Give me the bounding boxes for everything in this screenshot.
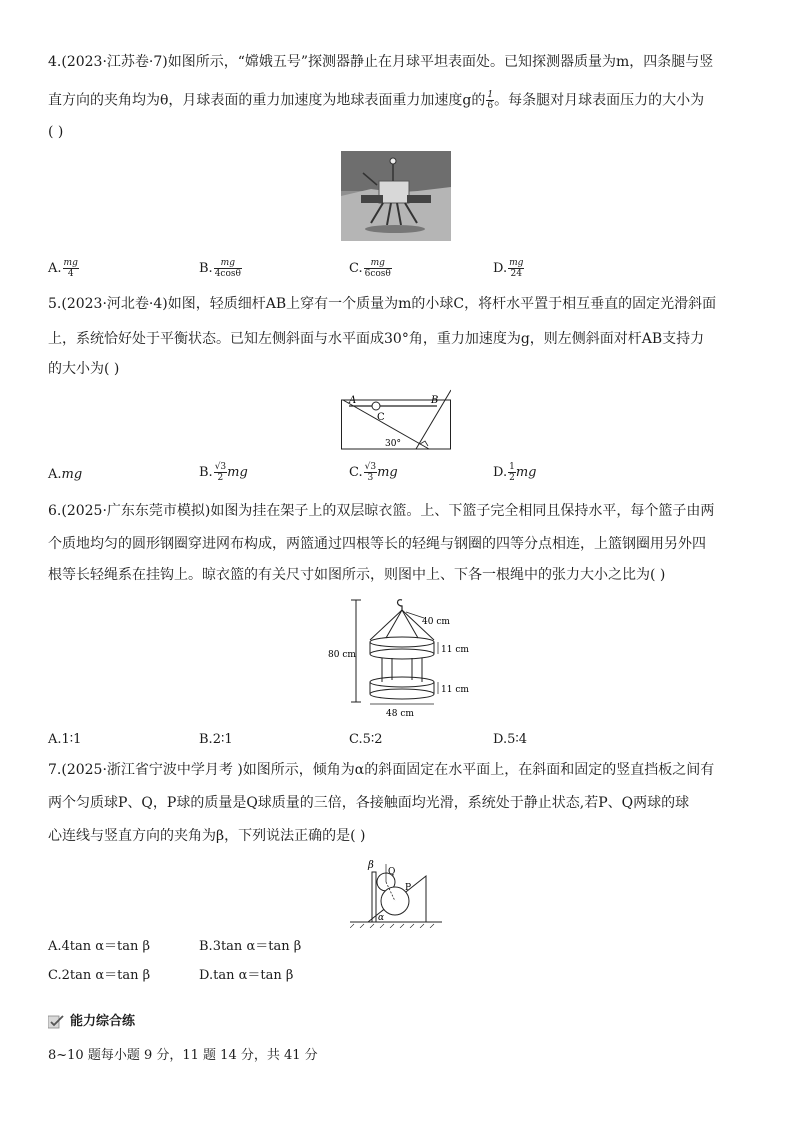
label-a: A xyxy=(349,395,357,406)
q4-option-d[interactable] xyxy=(493,258,524,279)
q4-frac-den: 6 xyxy=(487,101,494,111)
frac-num: √3 xyxy=(364,462,377,472)
q5-option-b[interactable] xyxy=(199,462,248,483)
q5-option-a[interactable] xyxy=(48,466,82,484)
incline-rod-diagram xyxy=(341,388,451,450)
q5-option-a-label: A. xyxy=(48,467,62,482)
q4-line3: ( ) xyxy=(48,124,64,140)
q4-line2 xyxy=(48,90,704,111)
frac-num: 1 xyxy=(509,462,515,472)
q5-option-c-frac xyxy=(364,462,377,483)
q7-line3: 心连线与竖直方向的夹角为β，下列说法正确的是( ) xyxy=(48,828,366,844)
q4-option-a-frac xyxy=(63,258,79,279)
q7-option-b[interactable] xyxy=(199,938,301,956)
q5-option-d[interactable] xyxy=(493,462,536,483)
label-p: P xyxy=(405,883,412,893)
q5-option-d-label: D. xyxy=(493,465,508,480)
q6-option-a-label: A. xyxy=(48,732,62,747)
q4-option-b-frac xyxy=(214,258,242,279)
label-48cm: 48 cm xyxy=(386,709,414,719)
q5-option-d-frac xyxy=(508,462,516,483)
q6-option-d[interactable] xyxy=(493,731,527,749)
q5-option-c-label: C. xyxy=(349,465,363,480)
q5-option-b-label: B. xyxy=(199,465,213,480)
label-alpha: α xyxy=(378,913,385,923)
q6-option-c[interactable] xyxy=(349,731,383,749)
q4-line2-tail: 。每条腿对月球表面压力的大小为 xyxy=(494,92,705,109)
frac-den: 2 xyxy=(217,473,224,483)
q4-option-b[interactable] xyxy=(199,258,242,279)
frac-den: 24 xyxy=(510,269,522,279)
label-q: Q xyxy=(388,867,396,877)
q7-option-c-label: C. xyxy=(48,968,62,983)
frac-num: mg xyxy=(214,258,242,269)
label-11cm-bottom: 11 cm xyxy=(441,685,469,695)
frac-den: 4cosθ xyxy=(214,269,241,279)
q5-option-c[interactable] xyxy=(349,462,398,483)
q7-option-d-text: tan α＝tan β xyxy=(213,968,294,983)
q6-option-a-text: 1∶1 xyxy=(61,732,82,747)
q7-option-c-text: 2tan α＝tan β xyxy=(61,968,151,983)
q6-line1: 6.(2025·广东东莞市模拟)如图为挂在架子上的双层晾衣篮。上、下篮子完全相同且保持水平，每个篮子由两 xyxy=(48,503,715,519)
q6-option-b-label: B. xyxy=(199,732,213,747)
q4-option-a-label: A. xyxy=(48,261,62,276)
frac-num: √3 xyxy=(214,462,227,472)
q6-option-b-text: 2∶1 xyxy=(212,732,233,747)
q6-line3: 根等长轻绳系在挂钩上。晾衣篮的有关尺寸如图所示，则图中上、下各一根绳中的张力大小之比为( ) xyxy=(48,567,666,583)
q5-option-c-tail: mg xyxy=(377,465,398,480)
q6-option-c-text: 5∶2 xyxy=(362,732,383,747)
frac-num: mg xyxy=(63,258,78,268)
q6-option-a[interactable] xyxy=(48,731,81,749)
q6-option-b[interactable] xyxy=(199,731,233,749)
q6-option-d-text: 5∶4 xyxy=(507,732,528,747)
q4-option-b-label: B. xyxy=(199,261,213,276)
q7-option-a[interactable] xyxy=(48,938,150,956)
label-40cm: 40 cm xyxy=(422,617,450,627)
q7-option-d-label: D. xyxy=(199,968,214,983)
frac-den: 4 xyxy=(67,269,74,279)
q7-option-b-text: 3tan α＝tan β xyxy=(212,939,302,954)
q5-line2: 上，系统恰好处于平衡状态。已知左侧斜面与水平面成30°角，重力加速度为g，则左侧斜面对杆AB支持力 xyxy=(48,331,705,347)
frac-num: mg xyxy=(364,258,392,269)
frac-den: 2 xyxy=(509,473,515,483)
section-scoring: 8~10 题每小题 9 分，11 题 14 分，共 41 分 xyxy=(48,1048,318,1063)
q6-line2: 个质地均匀的圆形钢圈穿进网布构成，两篮通过四根等长的轻绳与钢圈的四等分点相连，上篮钢圈用另外四 xyxy=(48,536,706,552)
q7-option-c[interactable] xyxy=(48,967,150,985)
q4-fraction xyxy=(486,90,494,111)
q5-option-b-tail: mg xyxy=(227,465,248,480)
q4-option-a[interactable] xyxy=(48,258,79,279)
label-angle: 30° xyxy=(385,439,401,449)
q4-line1: 4.(2023·江苏卷·7)如图所示，“嫦娥五号”探测器静止在月球平坦表面处。已知探测器质量为m，四条腿与竖 xyxy=(48,54,714,70)
q7-line1: 7.(2025·浙江省宁波中学月考 )如图所示，倾角为α的斜面固定在水平面上，在斜面和固定的竖直挡板之间有 xyxy=(48,762,715,778)
q5-option-a-text: mg xyxy=(61,467,83,482)
lander-photo xyxy=(341,151,451,241)
q5-line1: 5.(2023·河北卷·4)如图，轻质细杆AB上穿有一个质量为m的小球C，将杆水平置于相互垂直的固定光滑斜面 xyxy=(48,296,717,312)
q5-option-b-frac xyxy=(214,462,227,483)
q7-option-d[interactable] xyxy=(199,967,293,985)
q4-frac-num: 1 xyxy=(487,90,494,100)
q6-option-d-label: D. xyxy=(493,732,508,747)
label-b: B xyxy=(431,395,439,406)
label-beta: β xyxy=(368,860,374,871)
frac-den: 6cosθ xyxy=(364,269,391,279)
basket-diagram xyxy=(326,592,476,720)
spheres-incline-diagram xyxy=(350,854,442,928)
q5-option-d-tail: mg xyxy=(515,465,537,480)
q7-option-a-label: A. xyxy=(48,939,62,954)
label-80cm: 80 cm xyxy=(328,650,356,660)
label-11cm-top: 11 cm xyxy=(441,645,469,655)
q4-option-c[interactable] xyxy=(349,258,392,279)
checklist-icon xyxy=(48,1015,64,1029)
q7-line2: 两个匀质球P、Q，P球的质量是Q球质量的三倍，各接触面均光滑，系统处于静止状态,若P、Q两球的球 xyxy=(48,795,690,811)
q7-option-b-label: B. xyxy=(199,939,213,954)
q4-line2-text: 直方向的夹角均为θ，月球表面的重力加速度为地球表面重力加速度g的 xyxy=(48,92,486,109)
q4-option-d-label: D. xyxy=(493,261,508,276)
section-title: 能力综合练 xyxy=(70,1014,136,1029)
q4-option-c-frac xyxy=(364,258,392,279)
label-c: C xyxy=(377,412,385,423)
q6-option-c-label: C. xyxy=(349,732,363,747)
q7-option-a-text: 4tan α＝tan β xyxy=(61,939,151,954)
q4-option-d-frac xyxy=(508,258,524,279)
frac-den: 3 xyxy=(367,473,374,483)
frac-num: mg xyxy=(509,258,524,268)
section-header xyxy=(48,1010,135,1029)
q5-line3: 的大小为( ) xyxy=(48,361,120,377)
q4-option-c-label: C. xyxy=(349,261,363,276)
